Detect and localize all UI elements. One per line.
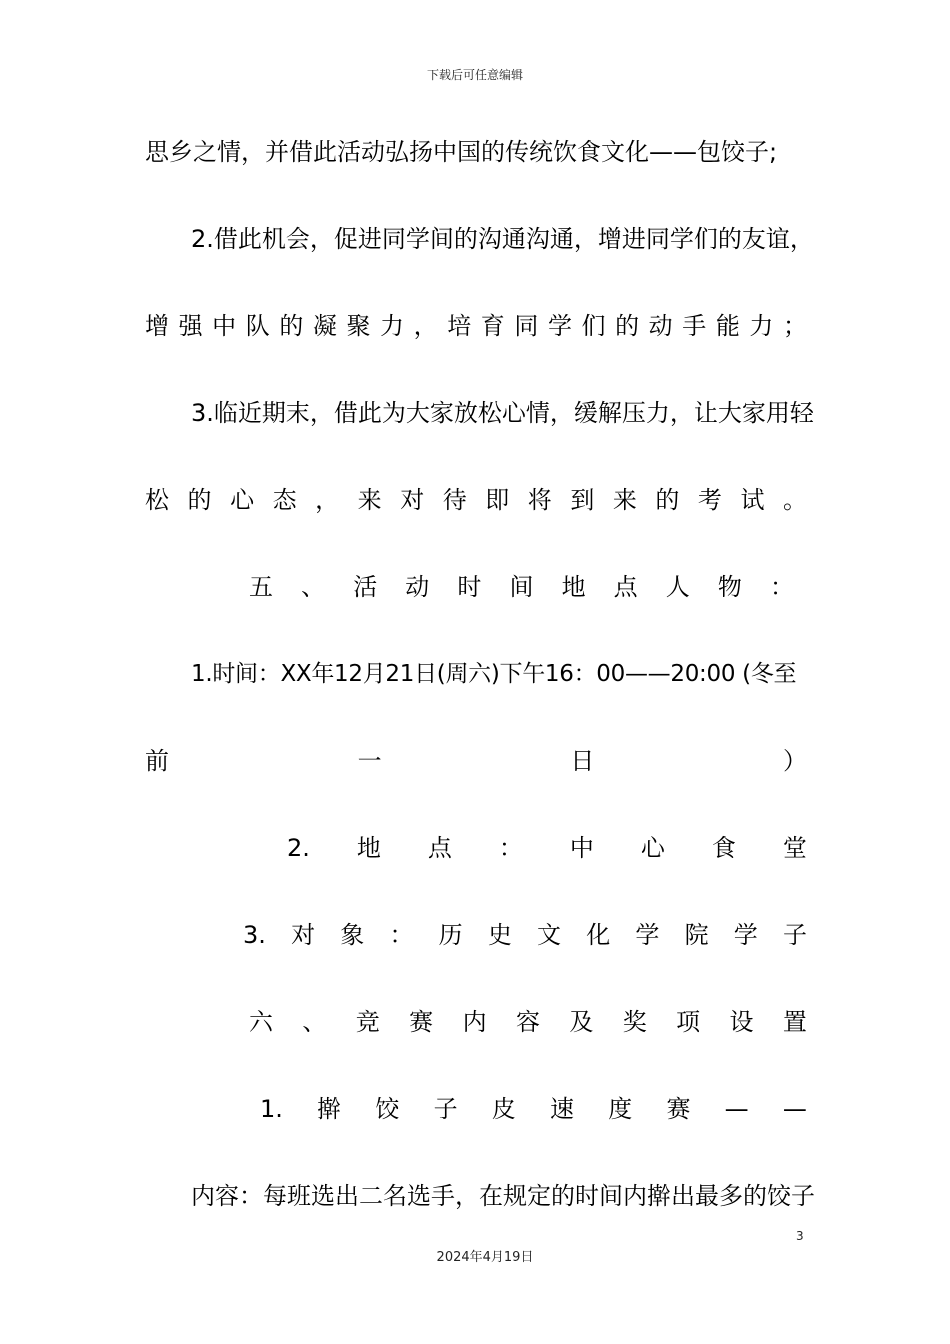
char: 队 [245,312,270,340]
char: 对 [400,486,425,514]
char: 点 [613,573,638,601]
char: 置 [782,1008,807,1036]
char: 力 [380,312,405,340]
body-line-time: 1.时间：XX年12月21日(周六)下午16：00——20:00 (冬至 [191,661,797,687]
char: 学 [635,921,660,949]
char: ） [782,747,807,775]
char: 动 [648,312,673,340]
char: 即 [485,486,510,514]
char: 度 [608,1095,633,1123]
page-header: 下载后可任意编辑 [426,68,523,82]
char: 能 [715,312,740,340]
char: 人 [665,573,690,601]
char: 速 [550,1095,574,1123]
char: 堂 [782,834,807,862]
char: 凝 [312,312,337,340]
char: 待 [442,486,467,514]
char: 的 [615,312,640,340]
char: 时 [457,573,482,601]
char: 3. [243,921,266,949]
char: 到 [570,486,595,514]
char: 动 [405,573,430,601]
char: 力 [749,312,774,340]
body-line-content: 内容：每班选出二名选手，在规定的时间内擀出最多的饺子 [191,1182,815,1210]
char: 学 [547,312,572,340]
char: 院 [684,921,709,949]
char: 们 [581,312,606,340]
char: 活 [353,573,378,601]
char: 手 [682,312,707,340]
char: 项 [676,1008,701,1036]
body-line-4: 3.临近期末，借此为大家放松心情，缓解压力，让大家用轻 [191,399,814,427]
char: 皮 [491,1095,516,1123]
char: 物 [717,573,742,601]
char: — [782,1095,807,1123]
char: ； [782,312,807,340]
page-number: 3 [796,1229,804,1243]
char: ， [413,312,438,340]
char: 心 [230,486,255,514]
char: — [724,1095,749,1123]
char: 增 [145,312,169,340]
char: 的 [655,486,680,514]
body-line-contest-1 [260,1089,807,1129]
char: 对 [291,921,316,949]
char: 奖 [622,1008,647,1036]
char: 1. [260,1095,283,1123]
body-line-target [243,915,807,955]
body-line-1: 思乡之情，并借此活动弘扬中国的传统饮食文化——包饺子; [145,138,778,166]
char: 聚 [346,312,371,340]
char: 赛 [409,1008,434,1036]
char: 一 [357,747,382,775]
char: 日 [570,747,595,775]
body-line-time-cont [145,741,807,781]
body-line-3 [145,306,807,346]
char: 考 [697,486,722,514]
char: 子 [433,1095,458,1123]
char: 子 [782,921,807,949]
section-heading-6 [249,1002,807,1042]
char: 、 [301,573,326,601]
char: 六 [249,1008,273,1036]
char: 松 [145,486,169,514]
char: 前 [145,747,169,775]
char: 育 [480,312,505,340]
char: 2. [287,834,310,862]
char: 象 [340,921,365,949]
char: 容 [515,1008,540,1036]
char: 试 [740,486,765,514]
char: 史 [487,921,512,949]
char: 食 [711,834,736,862]
char: 来 [612,486,637,514]
char: 点 [427,834,452,862]
char: 强 [178,312,203,340]
section-heading-5 [249,567,794,607]
char: ： [389,921,414,949]
char: ， [315,486,340,514]
body-line-5 [145,480,807,520]
char: 间 [509,573,534,601]
char: 中 [569,834,594,862]
footer-date: 2024年4月19日 [436,1250,534,1265]
char: 及 [569,1008,594,1036]
char: 心 [640,834,665,862]
char: 来 [357,486,382,514]
char: 中 [212,312,237,340]
char: 。 [782,486,807,514]
char: 的 [279,312,304,340]
char: ： [498,834,523,862]
char: 化 [586,921,611,949]
char: 擀 [317,1095,342,1123]
char: 历 [438,921,463,949]
char: 学 [733,921,758,949]
char: 培 [447,312,472,340]
char: 、 [302,1008,327,1036]
char: 竞 [355,1008,380,1036]
char: 的 [187,486,212,514]
char: 态 [272,486,297,514]
body-line-place [287,828,807,868]
char: 地 [356,834,381,862]
char: 同 [514,312,539,340]
char: 赛 [666,1095,691,1123]
char: 将 [527,486,552,514]
char: 内 [462,1008,487,1036]
char: 设 [729,1008,754,1036]
char: 地 [561,573,586,601]
char: 文 [537,921,562,949]
char: 五 [249,573,273,601]
char: 饺 [375,1095,400,1123]
char: ： [769,573,794,601]
body-line-2: 2.借此机会，促进同学间的沟通沟通，增进同学们的友谊， [191,225,814,253]
